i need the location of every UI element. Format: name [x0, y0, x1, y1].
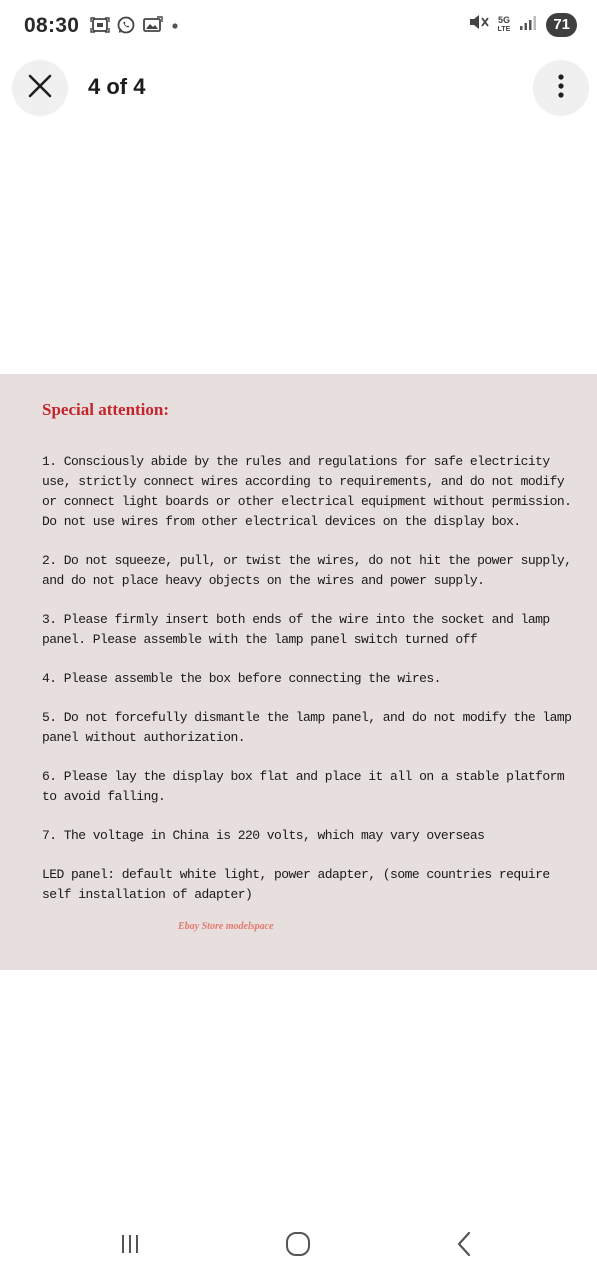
battery-icon: 71 [546, 13, 577, 37]
whatsapp-icon [116, 15, 136, 40]
recents-icon [118, 1232, 142, 1261]
system-nav-bar [0, 1210, 597, 1280]
notice-paragraph: 3. Please firmly insert both ends of the wire into the socket and lamp panel. Please assemble with the lamp panel switch turned off [42, 612, 550, 647]
notice-paragraph: 1. Consciously abide by the rules and regulations for safe electricity use, strictly connect wires according to requirements, and do not modify or connect light boards or other electrical equipment without permission. Do not use wires from other electrical devices on the display box. [42, 454, 572, 529]
notice-paragraph: 7. The voltage in China is 220 volts, which may vary overseas [42, 828, 485, 843]
product-image[interactable] [0, 374, 597, 970]
store-watermark: Ebay Store modelspace [178, 921, 274, 932]
close-button[interactable] [12, 60, 68, 116]
more-vertical-icon [557, 73, 565, 104]
notice-paragraph: 5. Do not forcefully dismantle the lamp panel, and do not modify the lamp panel without authorization. [42, 710, 572, 745]
network-lte-label: LTE [497, 25, 511, 33]
notice-title: Special attention: [42, 400, 170, 419]
mute-icon [468, 12, 490, 37]
notice-paragraph: 2. Do not squeeze, pull, or twist the wires, do not hit the power supply, and do not place heavy objects on the wires and power supply. [42, 553, 572, 588]
recents-button[interactable] [106, 1226, 154, 1266]
status-bar [0, 0, 597, 54]
status-time: 08:30 [24, 14, 80, 37]
notification-dot-icon [170, 15, 180, 40]
back-icon [454, 1230, 474, 1263]
notice-paragraph: LED panel: default white light, power adapter, (some countries require self installation of adapter) [42, 867, 550, 902]
home-button[interactable] [274, 1226, 322, 1266]
network-5g-icon [498, 16, 511, 34]
screenshot-icon [90, 15, 110, 40]
gallery-icon [142, 15, 164, 40]
notice-body [42, 452, 572, 924]
notification-icons [90, 15, 180, 40]
signal-icon [518, 12, 538, 37]
home-icon [284, 1230, 312, 1263]
notice-paragraph: 4. Please assemble the box before connecting the wires. [42, 671, 441, 686]
viewer-header [0, 58, 597, 120]
page-counter: 4 of 4 [88, 74, 146, 99]
back-button[interactable] [440, 1226, 488, 1266]
notice-paragraph: 6. Please lay the display box flat and place it all on a stable platform to avoid falling. [42, 769, 565, 804]
close-icon [27, 73, 53, 104]
more-options-button[interactable] [533, 60, 589, 116]
network-5g-label: 5G [497, 14, 510, 25]
system-icons [468, 12, 577, 37]
